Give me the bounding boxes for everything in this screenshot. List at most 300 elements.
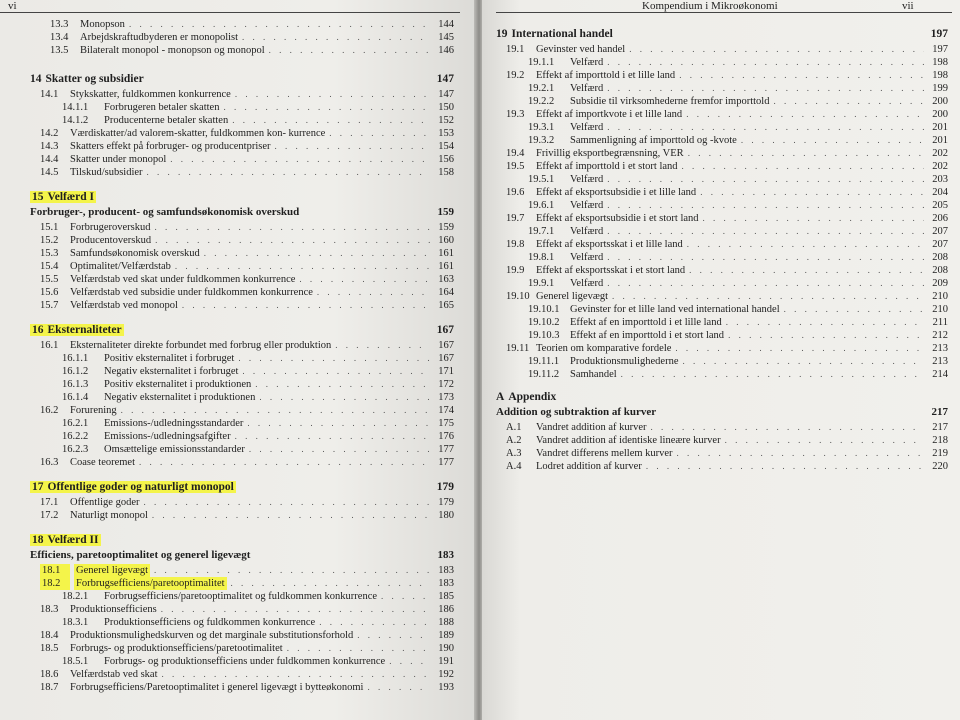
dot-leader <box>299 273 430 286</box>
entry-title: Effekt af eksportsubsidie i et stort land <box>536 213 699 224</box>
dot-leader <box>741 134 924 147</box>
chapter-heading[interactable] <box>30 73 454 85</box>
entry-page: 208 <box>932 265 948 276</box>
entry-page: 211 <box>932 317 948 328</box>
entry-title: Forbrugsefficiens/Paretooptimalitet i generel ligevægt i bytteøkonomi <box>70 682 364 693</box>
entry-number: 18.6 <box>40 669 59 680</box>
chapter-title: Velfærd II <box>47 534 99 546</box>
entry-number: 18.5 <box>40 643 59 654</box>
entry-title: Skatters effekt på forbruger- og producentpriser <box>70 141 271 152</box>
dot-leader <box>607 56 924 69</box>
chapter-number: 19 <box>496 28 508 40</box>
toc-entry[interactable] <box>528 251 948 264</box>
chapter-subtitle: Forbruger-, producent- og samfundsøkonomisk overskud <box>30 206 300 218</box>
entry-page: 204 <box>932 187 948 198</box>
entry-number: 19.5 <box>506 161 525 172</box>
entry-title: Velfærd <box>570 122 604 133</box>
entry-number: 19.6.1 <box>528 200 555 211</box>
entry-number: 18.7 <box>40 682 59 693</box>
entry-number: A.1 <box>506 422 522 433</box>
toc-entry[interactable] <box>40 140 454 153</box>
toc-entry[interactable] <box>62 616 454 629</box>
entry-title: Velfærd <box>570 200 604 211</box>
dot-leader <box>607 173 924 186</box>
toc-entry[interactable] <box>40 166 454 179</box>
toc-entry[interactable] <box>528 95 948 108</box>
toc-entry[interactable] <box>62 590 454 603</box>
entry-title: Producenterne betaler skatten <box>104 115 229 126</box>
entry-title: Effekt af importtold i et stort land <box>536 161 678 172</box>
entry-title: Velfærdstab ved skat <box>70 669 158 680</box>
entry-title: Subsidie til virksomhederne fremfor importtold <box>570 96 770 107</box>
entry-number: 16.1 <box>40 340 59 351</box>
entry-number: 13.3 <box>50 19 69 30</box>
dot-leader <box>675 342 924 355</box>
dot-leader <box>274 140 430 153</box>
entry-title: Effekt af importkvote i et lille land <box>536 109 683 120</box>
entry-page: 165 <box>438 300 454 311</box>
entry-number: 19.9.1 <box>528 278 555 289</box>
dot-leader <box>223 101 430 114</box>
entry-number: 18.3.1 <box>62 617 89 628</box>
entry-page: 213 <box>932 343 948 354</box>
entry-title: Gevinster ved handel <box>536 44 626 55</box>
entry-number: 14.1.1 <box>62 102 89 113</box>
toc-entry[interactable] <box>40 509 454 522</box>
toc-entry[interactable] <box>528 225 948 238</box>
chapter-title: Appendix <box>508 391 557 403</box>
entry-number: 19.2.1 <box>528 83 555 94</box>
entry-number: 19.1.1 <box>528 57 555 68</box>
toc-entry[interactable] <box>506 186 948 199</box>
entry-title: Skatter under monopol <box>70 154 167 165</box>
chapter-page: 217 <box>931 406 948 418</box>
toc-entry[interactable] <box>528 173 948 186</box>
dot-leader <box>319 616 430 629</box>
entry-title: Velfærd <box>570 57 604 68</box>
toc-entry[interactable] <box>62 101 454 114</box>
entry-title: Samhandel <box>570 369 617 380</box>
entry-title: Forbrugs- og produktionsefficiens/paretootimalitet <box>70 643 283 654</box>
dot-leader <box>329 127 430 140</box>
toc-entry[interactable] <box>528 56 948 69</box>
entry-page: 174 <box>438 405 454 416</box>
chapter-heading[interactable] <box>496 28 948 40</box>
toc-entry[interactable] <box>40 234 454 247</box>
toc-entry[interactable] <box>528 121 948 134</box>
entry-title: Frivillig eksportbegrænsning, VER <box>536 148 684 159</box>
entry-number: 15.2 <box>40 235 59 246</box>
entry-title: Offentlige goder <box>70 497 140 508</box>
toc-entry[interactable] <box>40 260 454 273</box>
entry-page: 167 <box>438 340 454 351</box>
entry-title: Tilskud/subsidier <box>70 167 143 178</box>
dot-leader <box>121 404 430 417</box>
entry-number: 14.2 <box>40 128 59 139</box>
entry-number: 13.4 <box>50 32 69 43</box>
right-page <box>482 0 960 720</box>
entry-page: 161 <box>438 248 454 259</box>
entry-title: Emissions-/udledningsstandarder <box>104 418 244 429</box>
entry-number: 16.1.1 <box>62 353 89 364</box>
dot-leader <box>144 496 431 509</box>
entry-title: Teorien om komparative fordele <box>536 343 672 354</box>
dot-leader <box>389 655 430 668</box>
entry-number: 18.5.1 <box>62 656 89 667</box>
dot-leader <box>683 355 925 368</box>
entry-page: 175 <box>438 418 454 429</box>
entry-number: 16.3 <box>40 457 59 468</box>
chapter-page: 197 <box>930 28 948 40</box>
toc-entry[interactable] <box>40 273 454 286</box>
entry-page: 153 <box>438 128 454 139</box>
chapter-title: International handel <box>511 28 613 40</box>
dot-leader <box>235 430 430 443</box>
entry-title: Velfærd <box>570 252 604 263</box>
dot-leader <box>255 378 430 391</box>
toc-entry[interactable] <box>528 82 948 95</box>
entry-page: 189 <box>438 630 454 641</box>
toc-entry[interactable] <box>40 577 454 590</box>
entry-page: 156 <box>438 154 454 165</box>
toc-entry[interactable] <box>40 247 454 260</box>
chapter-title: Offentlige goder og naturligt monopol <box>47 481 234 493</box>
entry-page: 197 <box>932 44 948 55</box>
entry-title: Effekt af en importtold i et stort land <box>570 330 725 341</box>
entry-title: Effekt af importtold i et lille land <box>536 70 676 81</box>
toc-entry[interactable] <box>528 199 948 212</box>
toc-entry[interactable] <box>528 368 948 381</box>
dot-leader <box>154 564 430 577</box>
toc-entry[interactable] <box>40 339 454 352</box>
entry-page: 219 <box>932 448 948 459</box>
entry-title: Negativ eksternalitet i produktionen <box>104 392 256 403</box>
toc-entry[interactable] <box>506 160 948 173</box>
entry-page: 159 <box>438 222 454 233</box>
chapter-heading[interactable] <box>30 534 454 546</box>
dot-leader <box>646 460 924 473</box>
entry-title: Generel ligevægt <box>536 291 609 302</box>
dot-leader <box>247 417 430 430</box>
entry-page: 146 <box>438 45 454 56</box>
dot-leader <box>612 290 924 303</box>
entry-page: 200 <box>932 96 948 107</box>
entry-title: Positiv eksternalitet i forbruget <box>104 353 235 364</box>
toc-entry[interactable] <box>62 430 454 443</box>
dot-leader <box>154 221 430 234</box>
dot-leader <box>204 247 430 260</box>
chapter-heading[interactable] <box>30 324 454 336</box>
entry-number: 16.1.4 <box>62 392 89 403</box>
entry-number: A.2 <box>506 435 522 446</box>
toc-entry[interactable] <box>506 147 948 160</box>
entry-page: 183 <box>438 578 454 589</box>
toc-entry[interactable] <box>528 303 948 316</box>
dot-leader <box>155 234 430 247</box>
entry-number: 19.11 <box>506 343 530 354</box>
entry-title: Forurening <box>70 405 117 416</box>
entry-title: Produktionsmulighedskurven og det marginale substitutionsforhold <box>70 630 354 641</box>
chapter-subtitle-row <box>496 406 948 418</box>
chapter-page: 159 <box>437 206 454 218</box>
dot-leader <box>682 160 924 173</box>
dot-leader <box>129 18 430 31</box>
chapter-subtitle-row <box>30 206 454 218</box>
entry-title: Generel ligevægt <box>76 565 149 576</box>
dot-leader <box>607 199 924 212</box>
entry-number: 13.5 <box>50 45 69 56</box>
entry-title: Effekt af eksportsskat i et lille land <box>536 239 683 250</box>
entry-title: Produktionsmulighederne <box>570 356 679 367</box>
entry-page: 163 <box>438 274 454 285</box>
entry-page: 203 <box>932 174 948 185</box>
toc-entry[interactable] <box>506 290 948 303</box>
entry-number: 14.1.2 <box>62 115 89 126</box>
entry-page: 201 <box>932 122 948 133</box>
entry-title: Coase teoremet <box>70 457 136 468</box>
entry-title: Produktionsefficiens <box>70 604 157 615</box>
entry-number: 14.1 <box>40 89 59 100</box>
entry-page: 145 <box>438 32 454 43</box>
entry-page: 198 <box>932 70 948 81</box>
entry-page: 209 <box>932 278 948 289</box>
dot-leader <box>688 147 924 160</box>
entry-number: 19.7 <box>506 213 525 224</box>
toc-entry[interactable] <box>62 114 454 127</box>
entry-number: 19.8 <box>506 239 525 250</box>
dot-leader <box>784 303 924 316</box>
toc-entry[interactable] <box>40 404 454 417</box>
entry-page: 218 <box>932 435 948 446</box>
dot-leader <box>687 238 924 251</box>
entry-title: Emissions-/udledningsafgifter <box>104 431 231 442</box>
toc-entry[interactable] <box>62 417 454 430</box>
entry-number: 18.1 <box>40 564 70 577</box>
toc-entry[interactable] <box>528 134 948 147</box>
entry-page: 172 <box>438 379 454 390</box>
toc-entry[interactable] <box>528 316 948 329</box>
entry-title: Velfærdstab ved monopol <box>70 300 178 311</box>
toc-entry[interactable] <box>50 31 454 44</box>
dot-leader <box>607 82 924 95</box>
chapter-number: 14 <box>30 73 42 85</box>
toc-entry[interactable] <box>40 564 454 577</box>
entry-number: 16.1.3 <box>62 379 89 390</box>
left-page-number: vi <box>8 0 17 12</box>
entry-page: 210 <box>932 304 948 315</box>
dot-leader <box>728 329 924 342</box>
chapter-subtitle: Addition og subtraktion af kurver <box>496 406 657 418</box>
entry-page: 190 <box>438 643 454 654</box>
toc-entry[interactable] <box>40 668 454 681</box>
toc-entry[interactable] <box>62 378 454 391</box>
entry-number: 19.10 <box>506 291 530 302</box>
dot-leader <box>689 264 924 277</box>
dot-leader <box>287 642 430 655</box>
toc-entry[interactable] <box>40 153 454 166</box>
dot-leader <box>651 421 924 434</box>
entry-title: Velfærdstab ved subsidie under fuldkommen konkurrence <box>70 287 313 298</box>
toc-entry[interactable] <box>50 44 454 57</box>
dot-leader <box>773 95 924 108</box>
toc-entry[interactable] <box>506 434 948 447</box>
header-rule <box>0 12 460 13</box>
entry-number: 19.2.2 <box>528 96 555 107</box>
dot-leader <box>175 260 430 273</box>
entry-title: Arbejdskraftudbyderen er monopolist <box>80 32 239 43</box>
entry-number: 14.3 <box>40 141 59 152</box>
toc-entry[interactable] <box>40 221 454 234</box>
entry-page: 208 <box>932 252 948 263</box>
entry-title: Forbrugs- og produktionsefficiens under fuldkommen konkurrence <box>104 656 386 667</box>
entry-number: 19.3 <box>506 109 525 120</box>
entry-page: 217 <box>932 422 948 433</box>
toc-entry[interactable] <box>40 629 454 642</box>
entry-page: 158 <box>438 167 454 178</box>
toc-entry[interactable] <box>50 18 454 31</box>
entry-number: 15.4 <box>40 261 59 272</box>
toc-entry[interactable] <box>506 238 948 251</box>
chapter-number: 17 <box>32 481 44 493</box>
toc-entry[interactable] <box>40 681 454 694</box>
entry-title: Velfærdstab ved skat under fuldkommen konkurrence <box>70 274 296 285</box>
entry-number: 18.3 <box>40 604 59 615</box>
entry-page: 212 <box>932 330 948 341</box>
toc-entry[interactable] <box>506 69 948 82</box>
entry-number: 19.10.3 <box>528 330 560 341</box>
left-page <box>0 0 476 720</box>
entry-title: Negativ eksternalitet i forbruget <box>104 366 239 377</box>
toc-entry[interactable] <box>40 456 454 469</box>
chapter-subtitle: Efficiens, paretooptimalitet og generel ligevægt <box>30 549 251 561</box>
dot-leader <box>367 681 430 694</box>
right-page-number: vii <box>902 0 914 12</box>
dot-leader <box>232 114 430 127</box>
entry-number: 15.5 <box>40 274 59 285</box>
entry-title: Effekt af eksportsskat i et stort land <box>536 265 686 276</box>
entry-page: 167 <box>438 353 454 364</box>
entry-title: Forbrugsefficiens/paretooptimalitet og fuldkommen konkurrence <box>104 591 378 602</box>
entry-number: 19.8.1 <box>528 252 555 263</box>
entry-page: 154 <box>438 141 454 152</box>
toc-entry[interactable] <box>506 43 948 56</box>
entry-page: 188 <box>438 617 454 628</box>
toc-entry[interactable] <box>40 127 454 140</box>
entry-page: 213 <box>932 356 948 367</box>
dot-leader <box>317 286 430 299</box>
dot-leader <box>677 447 924 460</box>
toc-entry[interactable] <box>506 108 948 121</box>
entry-number: 19.7.1 <box>528 226 555 237</box>
toc-entry[interactable] <box>62 655 454 668</box>
entry-number: 19.10.2 <box>528 317 560 328</box>
entry-title: Produktionsefficiens og fuldkommen konkurrence <box>104 617 316 628</box>
entry-page: 150 <box>438 102 454 113</box>
entry-title: Samfundsøkonomisk overskud <box>70 248 200 259</box>
entry-page: 210 <box>932 291 948 302</box>
dot-leader <box>607 277 924 290</box>
entry-title: Lodret addition af kurver <box>536 461 642 472</box>
entry-title: Positiv eksternalitet i produktionen <box>104 379 252 390</box>
chapter-page: 179 <box>436 481 454 493</box>
entry-title: Producentoverskud <box>70 235 152 246</box>
entry-title: Velfærd <box>570 83 604 94</box>
dot-leader <box>686 108 924 121</box>
entry-page: 177 <box>438 444 454 455</box>
dot-leader <box>679 69 924 82</box>
toc-entry[interactable] <box>506 460 948 473</box>
toc-entry[interactable] <box>528 277 948 290</box>
entry-title: Velfærd <box>570 174 604 185</box>
toc-entry[interactable] <box>506 264 948 277</box>
chapter-heading[interactable] <box>30 191 454 203</box>
chapter-heading[interactable] <box>30 481 454 493</box>
toc-entry[interactable] <box>40 299 454 312</box>
toc-entry[interactable] <box>40 286 454 299</box>
toc-entry[interactable] <box>40 642 454 655</box>
dot-leader <box>607 251 924 264</box>
entry-page: 192 <box>438 669 454 680</box>
toc-entry[interactable] <box>62 352 454 365</box>
toc-entry[interactable] <box>62 443 454 456</box>
entry-number: 15.6 <box>40 287 59 298</box>
entry-number: 17.1 <box>40 497 59 508</box>
entry-number: 17.2 <box>40 510 59 521</box>
toc-entry[interactable] <box>528 329 948 342</box>
entry-number: 16.2.2 <box>62 431 89 442</box>
entry-page: 206 <box>932 213 948 224</box>
header-rule <box>496 12 952 13</box>
dot-leader <box>238 352 430 365</box>
entry-title: Omsættelige emissionsstandarder <box>104 444 245 455</box>
toc-entry[interactable] <box>40 496 454 509</box>
toc-entry[interactable] <box>62 391 454 404</box>
entry-number: 19.10.1 <box>528 304 560 315</box>
entry-title: Eksternaliteter direkte forbundet med forbrug eller produktion <box>70 340 332 351</box>
chapter-number: 16 <box>32 324 44 336</box>
chapter-title: Velfærd I <box>47 191 95 203</box>
toc-entry[interactable] <box>506 421 948 434</box>
toc-entry[interactable] <box>40 603 454 616</box>
entry-page: 205 <box>932 200 948 211</box>
dot-leader <box>700 186 924 199</box>
entry-page: 180 <box>438 510 454 521</box>
toc-entry[interactable] <box>62 365 454 378</box>
entry-title: Sammenligning af importtold og -kvote <box>570 135 737 146</box>
toc-entry[interactable] <box>528 355 948 368</box>
toc-entry[interactable] <box>506 342 948 355</box>
dot-leader <box>629 43 924 56</box>
dot-leader <box>139 456 430 469</box>
dot-leader <box>335 339 430 352</box>
toc-entry[interactable] <box>506 212 948 225</box>
dot-leader <box>242 365 430 378</box>
toc-entry[interactable] <box>40 88 454 101</box>
dot-leader <box>381 590 430 603</box>
dot-leader <box>161 603 430 616</box>
dot-leader <box>147 166 430 179</box>
entry-number: 19.2 <box>506 70 525 81</box>
entry-page: 207 <box>932 226 948 237</box>
chapter-page: 147 <box>436 73 454 85</box>
entry-number: 16.1.2 <box>62 366 89 377</box>
chapter-heading[interactable] <box>496 391 948 403</box>
entry-page: 202 <box>932 161 948 172</box>
dot-leader <box>621 368 924 381</box>
toc-entry[interactable] <box>506 447 948 460</box>
entry-title: Bilateralt monopol - monopson og monopol <box>80 45 265 56</box>
chapter-title: Eksternaliteter <box>47 324 122 336</box>
